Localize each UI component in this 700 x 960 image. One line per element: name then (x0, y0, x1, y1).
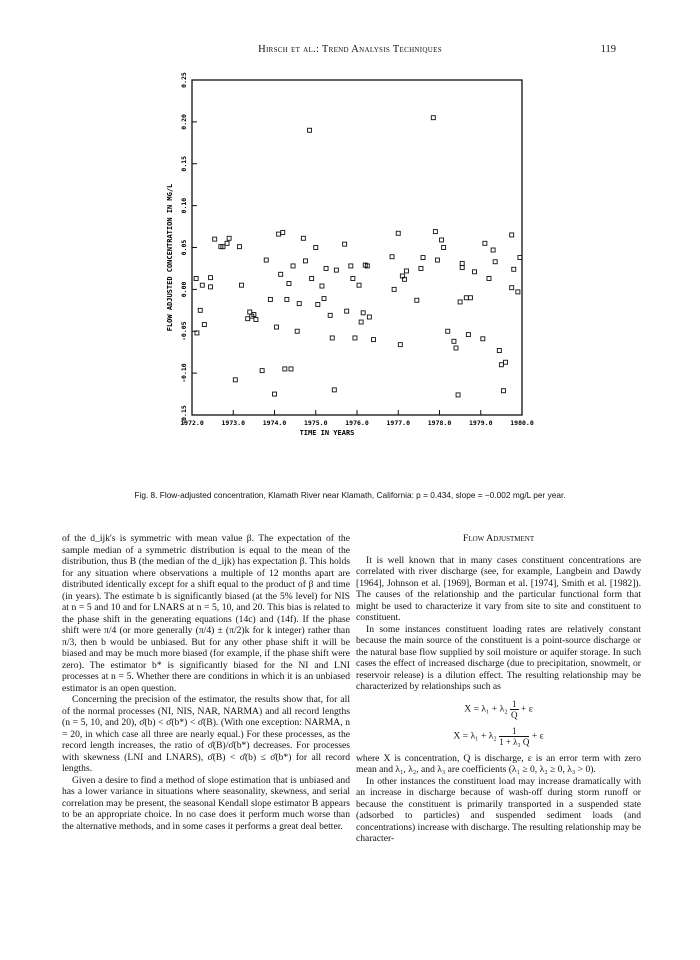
data-point (343, 242, 347, 246)
data-point (392, 287, 396, 291)
data-point (372, 338, 376, 342)
data-point (512, 267, 516, 271)
data-point (330, 336, 334, 340)
figure-caption: Fig. 8. Flow-adjusted concentration, Klamath River near Klamath, California: p = 0.434, slope = −0.002 mg/L per year. (134, 490, 566, 500)
data-point (295, 329, 299, 333)
data-point (301, 236, 305, 240)
data-point (456, 393, 460, 397)
data-point (287, 282, 291, 286)
data-point (194, 276, 198, 280)
data-point (460, 261, 464, 265)
data-point (275, 325, 279, 329)
data-point (320, 284, 324, 288)
data-point (349, 264, 353, 268)
data-point (446, 329, 450, 333)
data-point (303, 259, 307, 263)
data-point (264, 258, 268, 262)
paragraph: where X is concentration, Q is discharge, ε is an error term with zero mean and λ₁, λ₂, and λ₃ are coefficients (λ₁ ≥ 0, λ₂ ≥ 0, λ₃ > 0). (356, 752, 641, 775)
data-point (353, 336, 357, 340)
data-point (254, 318, 258, 322)
data-point (466, 333, 470, 337)
data-point (237, 245, 241, 249)
paragraph: Concerning the precision of the estimator, the results show that, for all of the normal processes (NI, NIS, NAR, NARMA) and all record lengths (n = 5, 10, and 20), σ̂(b) < σ̂(b*) < σ̂(B). (With one exception: NARMA, n = 20, in which case all three are nearly equal.) For these processes, as the record length increases, the ratio of σ̂(B)/σ̂(b*) decreases. For processes with skewness (LNI and LNARS), σ̂(B) < σ̂(b) ≤ σ̂(b*) for all record lengths. (62, 694, 350, 774)
data-point (452, 339, 456, 343)
numerator: 1 (499, 726, 529, 737)
data-point (227, 236, 231, 240)
fraction (499, 726, 529, 747)
data-point (493, 260, 497, 264)
data-point (431, 116, 435, 120)
data-point (419, 266, 423, 270)
data-point (440, 238, 444, 242)
data-point (209, 276, 213, 280)
data-point (367, 315, 371, 319)
data-point (314, 246, 318, 250)
data-point (225, 241, 229, 245)
data-point (473, 270, 477, 274)
data-point (248, 310, 252, 314)
data-point (200, 283, 204, 287)
data-point (277, 232, 281, 236)
data-point (442, 246, 446, 250)
data-point (460, 266, 464, 270)
x-axis-label: TIME IN YEARS (299, 429, 355, 437)
y-tick-label: -0.05 (180, 321, 188, 342)
data-point (279, 272, 283, 276)
data-point (351, 276, 355, 280)
data-point (345, 309, 349, 313)
data-point (499, 363, 503, 367)
data-point (260, 369, 264, 373)
data-point (483, 241, 487, 245)
eq-right: + ε (531, 730, 544, 742)
data-point (357, 283, 361, 287)
page-number: 119 (600, 44, 616, 55)
fraction (510, 699, 519, 720)
x-tick-label: 1975.0 (304, 419, 328, 427)
eq-left: X = λ₁ + λ₂ (453, 730, 497, 742)
data-point (405, 269, 409, 273)
x-tick-label: 1973.0 (221, 419, 245, 427)
data-point (297, 302, 301, 306)
paragraph: In some instances constituent loading rates are relatively constant because the main source of the constituent is a point-source discharge or the natural base flow supplied by soil moisture or aquifer storage. In such cases the effect of increased discharge (due to precipitation, snowmelt, or reservoir release) is a dilution effect. The resulting relationship may be characterized by relationships such as (356, 623, 641, 692)
y-tick-label: -0.15 (180, 405, 188, 425)
data-point (268, 297, 272, 301)
data-point (501, 389, 505, 393)
paragraph: In other instances the constituent load may increase dramatically with an increase in discharge because of wash-off during storm runoff or because the constituent is primarily transported in a suspended state (adsorbed to particles) and suspended sediment loads (and concentrations) increase with discharge. The resulting relationship may be character- (356, 775, 641, 844)
data-point (359, 320, 363, 324)
data-point (481, 337, 485, 341)
data-point (361, 311, 365, 315)
data-point (510, 233, 514, 237)
x-tick-label: 1974.0 (262, 419, 287, 427)
data-point (398, 343, 402, 347)
data-point (328, 313, 332, 317)
data-point (458, 300, 462, 304)
y-tick-label: 0.10 (180, 197, 188, 214)
denominator: Q (511, 709, 518, 720)
data-point (497, 349, 501, 353)
data-point (491, 248, 495, 252)
left-column (62, 533, 350, 832)
data-point (281, 230, 285, 234)
y-axis-label: FLOW ADJUSTED CONCENTRATION IN MG/L (166, 183, 174, 332)
eq-right: + ε (520, 703, 533, 715)
data-point (468, 296, 472, 300)
x-tick-label: 1977.0 (386, 419, 410, 427)
paragraph: Given a desire to find a method of slope estimation that is unbiased and has a lower variance in situations where seasonality, skewness, and serial correlation may be present, the seasonal Kendall slope estimator B appears to be an appropriate choice. In no case does it perform much worse than the alternative methods, and in some cases it performs a great deal better. (62, 774, 350, 832)
data-point (273, 392, 277, 396)
right-column (356, 533, 641, 845)
equation-1 (356, 699, 641, 720)
data-point (390, 255, 394, 259)
scatter-chart (160, 68, 540, 468)
running-title: Hirsch et al.: Trend Analysis Techniques (258, 44, 442, 55)
section-heading: Flow Adjustment (462, 533, 535, 544)
data-point (289, 367, 293, 371)
data-point (415, 298, 419, 302)
data-point (324, 266, 328, 270)
eq-left: X = λ₁ + λ₂ (464, 703, 508, 715)
x-tick-label: 1978.0 (427, 419, 452, 427)
data-point (198, 308, 202, 312)
data-point (209, 285, 213, 289)
data-point (516, 290, 520, 294)
data-point (518, 256, 522, 260)
data-point (334, 268, 338, 272)
y-tick-label: 0.25 (180, 72, 188, 88)
numerator: 1 (512, 698, 517, 709)
y-tick-label: -0.10 (180, 363, 188, 383)
data-point (283, 367, 287, 371)
data-point (464, 296, 468, 300)
y-tick-label: 0.05 (180, 239, 188, 256)
data-point (213, 237, 217, 241)
data-point (322, 297, 326, 301)
data-point (285, 297, 289, 301)
data-point (433, 230, 437, 234)
data-point (435, 258, 439, 262)
paragraph: of the d_ijk's is symmetric with mean value β. The expectation of the sample median of a symmetric distribution is equal to the mean of the distribution, thus B (the median of the d_ijk) has expectation β. This holds for any situation where observations a multiple of 12 months apart are distributed identically except for a shift equal to the product of β and time (in years). The estimate b is significantly biased (at the 5% level) for NIS at n = 5 and 10 and for LNARS at n = 5, 10, and 20. This bias is related to the phase shift in the generating equations (14c) and (14f). If the phase shift were π/4 (or more generally (π/4) ± (π/2)k for k integer) rather than π/3, then b would be unbiased. But for any other phase shift it will be biased and may be much more biased (for example, if the phase shift were zero). The estimator b* is significantly biased for the NI and LNI processes at n = 5. Whether there are conditions in which it is an unbiased estimator is an open question. (62, 533, 350, 694)
data-point (202, 323, 206, 327)
data-point (332, 388, 336, 392)
data-point (487, 276, 491, 280)
denominator: 1 + λ₃ Q (499, 736, 530, 747)
data-point (504, 360, 508, 364)
data-point (310, 276, 314, 280)
y-tick-label: 0.15 (180, 155, 188, 172)
data-point (454, 346, 458, 350)
data-point (233, 378, 237, 382)
y-tick-label: 0.00 (180, 281, 188, 298)
x-tick-label: 1979.0 (469, 419, 493, 427)
data-point (240, 283, 244, 287)
data-point (246, 317, 250, 321)
y-tick-label: 0.20 (180, 114, 188, 130)
paragraph: It is well known that in many cases constituent concentrations are correlated with river discharge (see, for example, Langbein and Dawdy [1964], Johnson et al. [1969], Borman et al. [1974], Smith et al. [1982]). The causes of the relationship and the particular functional form that might be used to characterize it vary from site to site and constituent to constituent. (356, 554, 641, 623)
data-point (510, 286, 514, 290)
x-tick-label: 1980.0 (510, 419, 534, 427)
data-point (421, 256, 425, 260)
data-point (316, 302, 320, 306)
data-point (308, 128, 312, 132)
x-tick-label: 1976.0 (345, 419, 369, 427)
x-tick-label: 1972.0 (180, 419, 204, 427)
equation-2 (356, 726, 641, 747)
data-point (291, 264, 295, 268)
data-point (396, 231, 400, 235)
